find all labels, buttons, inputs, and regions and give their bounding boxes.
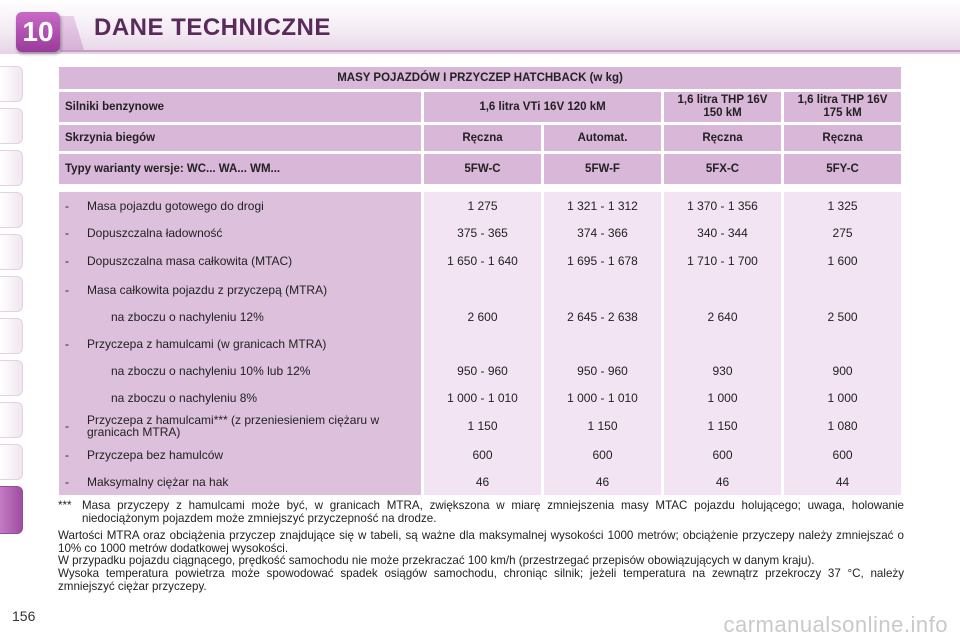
table-row-label: na zboczu o nachyleniu 8% (111, 390, 258, 405)
value-column (424, 192, 541, 495)
chapter-tabs (0, 66, 30, 540)
table-cell: 1 325 (827, 198, 858, 213)
table-cell: 1 370 - 1 356 (687, 198, 758, 213)
chapter-tab[interactable] (0, 276, 23, 312)
note-paragraph: Wysoka temperatura powietrza może spowodować spadek osiągów samochodu, chroniąc silnik; jeżeli temperatura na zewnątrz przekroczy 37 °C, należy zmniejszyć ciężar przyczepy. (58, 566, 904, 593)
table-cell: 374 - 366 (577, 225, 628, 240)
types-label: Typy warianty wersje: WC... WA... WM... (59, 154, 421, 184)
table-cell: 1 650 - 1 640 (447, 254, 518, 268)
table-cell: 44 (835, 474, 850, 489)
gearbox-header: Ręczna (424, 125, 541, 151)
table-cell: 46 (715, 474, 730, 489)
engines-label: Silniki benzynowe (59, 92, 421, 122)
type-header: 5FY-C (784, 154, 901, 184)
table-cell: 600 (832, 447, 853, 462)
type-header: 5FW-F (544, 154, 661, 184)
table-cell: 2 600 (467, 309, 498, 324)
table-cell: 1 080 (827, 419, 858, 433)
table-row-label: - Maksymalny ciężar na hak (65, 474, 229, 489)
table-cell: 1 321 - 1 312 (567, 198, 638, 213)
page-number: 156 (12, 608, 36, 624)
table-cell: 275 (832, 225, 853, 240)
type-header: 5FX-C (664, 154, 781, 184)
table-cell: 600 (712, 447, 733, 462)
notes-paragraphs (58, 530, 904, 593)
engine-header: 1,6 litra VTi 16V 120 kM (424, 92, 661, 122)
table-cell: 46 (595, 474, 610, 489)
table-cell: 1 000 - 1 010 (447, 390, 518, 405)
chapter-tab[interactable] (0, 234, 23, 270)
table-cell: 46 (475, 474, 490, 489)
table-cell: 2 640 (707, 309, 738, 324)
footnote-marker: *** (58, 499, 72, 512)
table-row-label: - Dopuszczalna masa całkowita (MTAC) (65, 254, 293, 268)
page-title: DANE TECHNICZNE (94, 14, 331, 41)
header-divider (60, 50, 960, 52)
table-cell (670, 330, 775, 357)
table-cell: 1 150 (707, 419, 738, 433)
gearbox-header: Ręczna (664, 125, 781, 151)
table-cell: 900 (832, 363, 853, 378)
value-column (784, 192, 901, 495)
table-row-label: - Przyczepa z hamulcami*** (z przeniesieniem ciężaru w granicach MTRA) (65, 413, 380, 439)
chapter-tab-active[interactable] (0, 486, 23, 534)
table-cell: 1 695 - 1 678 (567, 254, 638, 268)
table-cell: 600 (472, 447, 493, 462)
table-cell: 950 - 960 (577, 363, 628, 378)
chapter-tab[interactable] (0, 192, 23, 228)
gearbox-label: Skrzynia biegów (59, 125, 421, 151)
table-title: MASY POJAZDÓW I PRZYCZEP HATCHBACK (w kg) (59, 67, 901, 89)
table-cell (670, 276, 775, 303)
table-cell: 2 500 (827, 309, 858, 324)
table-cell: 1 150 (587, 419, 618, 433)
table-row-label: - Masa pojazdu gotowego do drogi (65, 198, 264, 213)
chapter-tab[interactable] (0, 444, 23, 480)
value-column (664, 192, 781, 495)
note-paragraph: W przypadku pojazdu ciągnącego, prędkość samochodu nie może przekraczać 100 km/h (przestrzegać przepisów obowiązujących w danym kraju). (58, 554, 815, 568)
engine-header: 1,6 litra THP 16V 150 kM (664, 92, 781, 122)
table-row-label: - Masa całkowita pojazdu z przyczepą (MTRA) (65, 282, 328, 297)
gearbox-header: Automat. (544, 125, 661, 151)
table-cell (550, 276, 655, 303)
table-cell: 1 275 (467, 198, 498, 213)
footnote (58, 500, 904, 525)
table-cell: 340 - 344 (697, 225, 748, 240)
table-row-label: - Przyczepa bez hamulców (65, 447, 224, 462)
type-header: 5FW-C (424, 154, 541, 184)
table-row-label: na zboczu o nachyleniu 12% (111, 309, 264, 324)
table-cell: 600 (592, 447, 613, 462)
table-cell (430, 276, 535, 303)
chapter-tab[interactable] (0, 66, 23, 102)
table-cell (430, 330, 535, 357)
note-paragraph: Wartości MTRA oraz obciążenia przyczep znajdujące się w tabeli, są ważne dla maksymalnej wysokości 1000 metrów; obciążenie przyczepy należy zmniejszać o 10% co 1000 metrów dodatkowej wysokości. (58, 529, 904, 555)
engine-header: 1,6 litra THP 16V 175 kM (784, 92, 901, 122)
table-row-label: - Dopuszczalna ładowność (65, 225, 223, 240)
chapter-badge: 10 (16, 12, 60, 52)
gearbox-header: Ręczna (784, 125, 901, 151)
notes (58, 500, 904, 593)
chapter-tab[interactable] (0, 402, 23, 438)
chapter-tab[interactable] (0, 108, 23, 144)
table-cell: 1 000 - 1 010 (567, 390, 638, 405)
table-cell: 375 - 365 (457, 225, 508, 240)
table-cell: 1 000 (827, 390, 858, 405)
table-row-label: - Przyczepa z hamulcami (w granicach MTRA) (65, 336, 327, 351)
table-cell: 1 150 (467, 419, 498, 433)
value-column (544, 192, 661, 495)
watermark: carmanualsonline.info (723, 612, 948, 637)
chapter-tab[interactable] (0, 360, 23, 396)
table-cell (790, 276, 895, 303)
table-cell (550, 330, 655, 357)
table-cell: 1 000 (707, 390, 738, 405)
table-cell: 950 - 960 (457, 363, 508, 378)
table-cell: 2 645 - 2 638 (567, 309, 638, 324)
chapter-tab[interactable] (0, 150, 23, 186)
chapter-tab[interactable] (0, 318, 23, 354)
footnote-text: Masa przyczepy z hamulcami może być, w granicach MTRA, zwiększona w miarę zmniejszenia masy MTAC pojazdu holującego; uwaga, holowanie niedociążonym pojazdem może zmniejszyć przyczepność na drodze. (82, 499, 904, 525)
table-cell: 1 600 (827, 254, 858, 268)
weights-table (56, 64, 904, 498)
table-row-label: na zboczu o nachyleniu 10% lub 12% (111, 363, 311, 378)
table-cell: 1 710 - 1 700 (687, 254, 758, 268)
row-labels (59, 192, 421, 495)
table-cell (790, 330, 895, 357)
table-cell: 930 (712, 363, 733, 378)
